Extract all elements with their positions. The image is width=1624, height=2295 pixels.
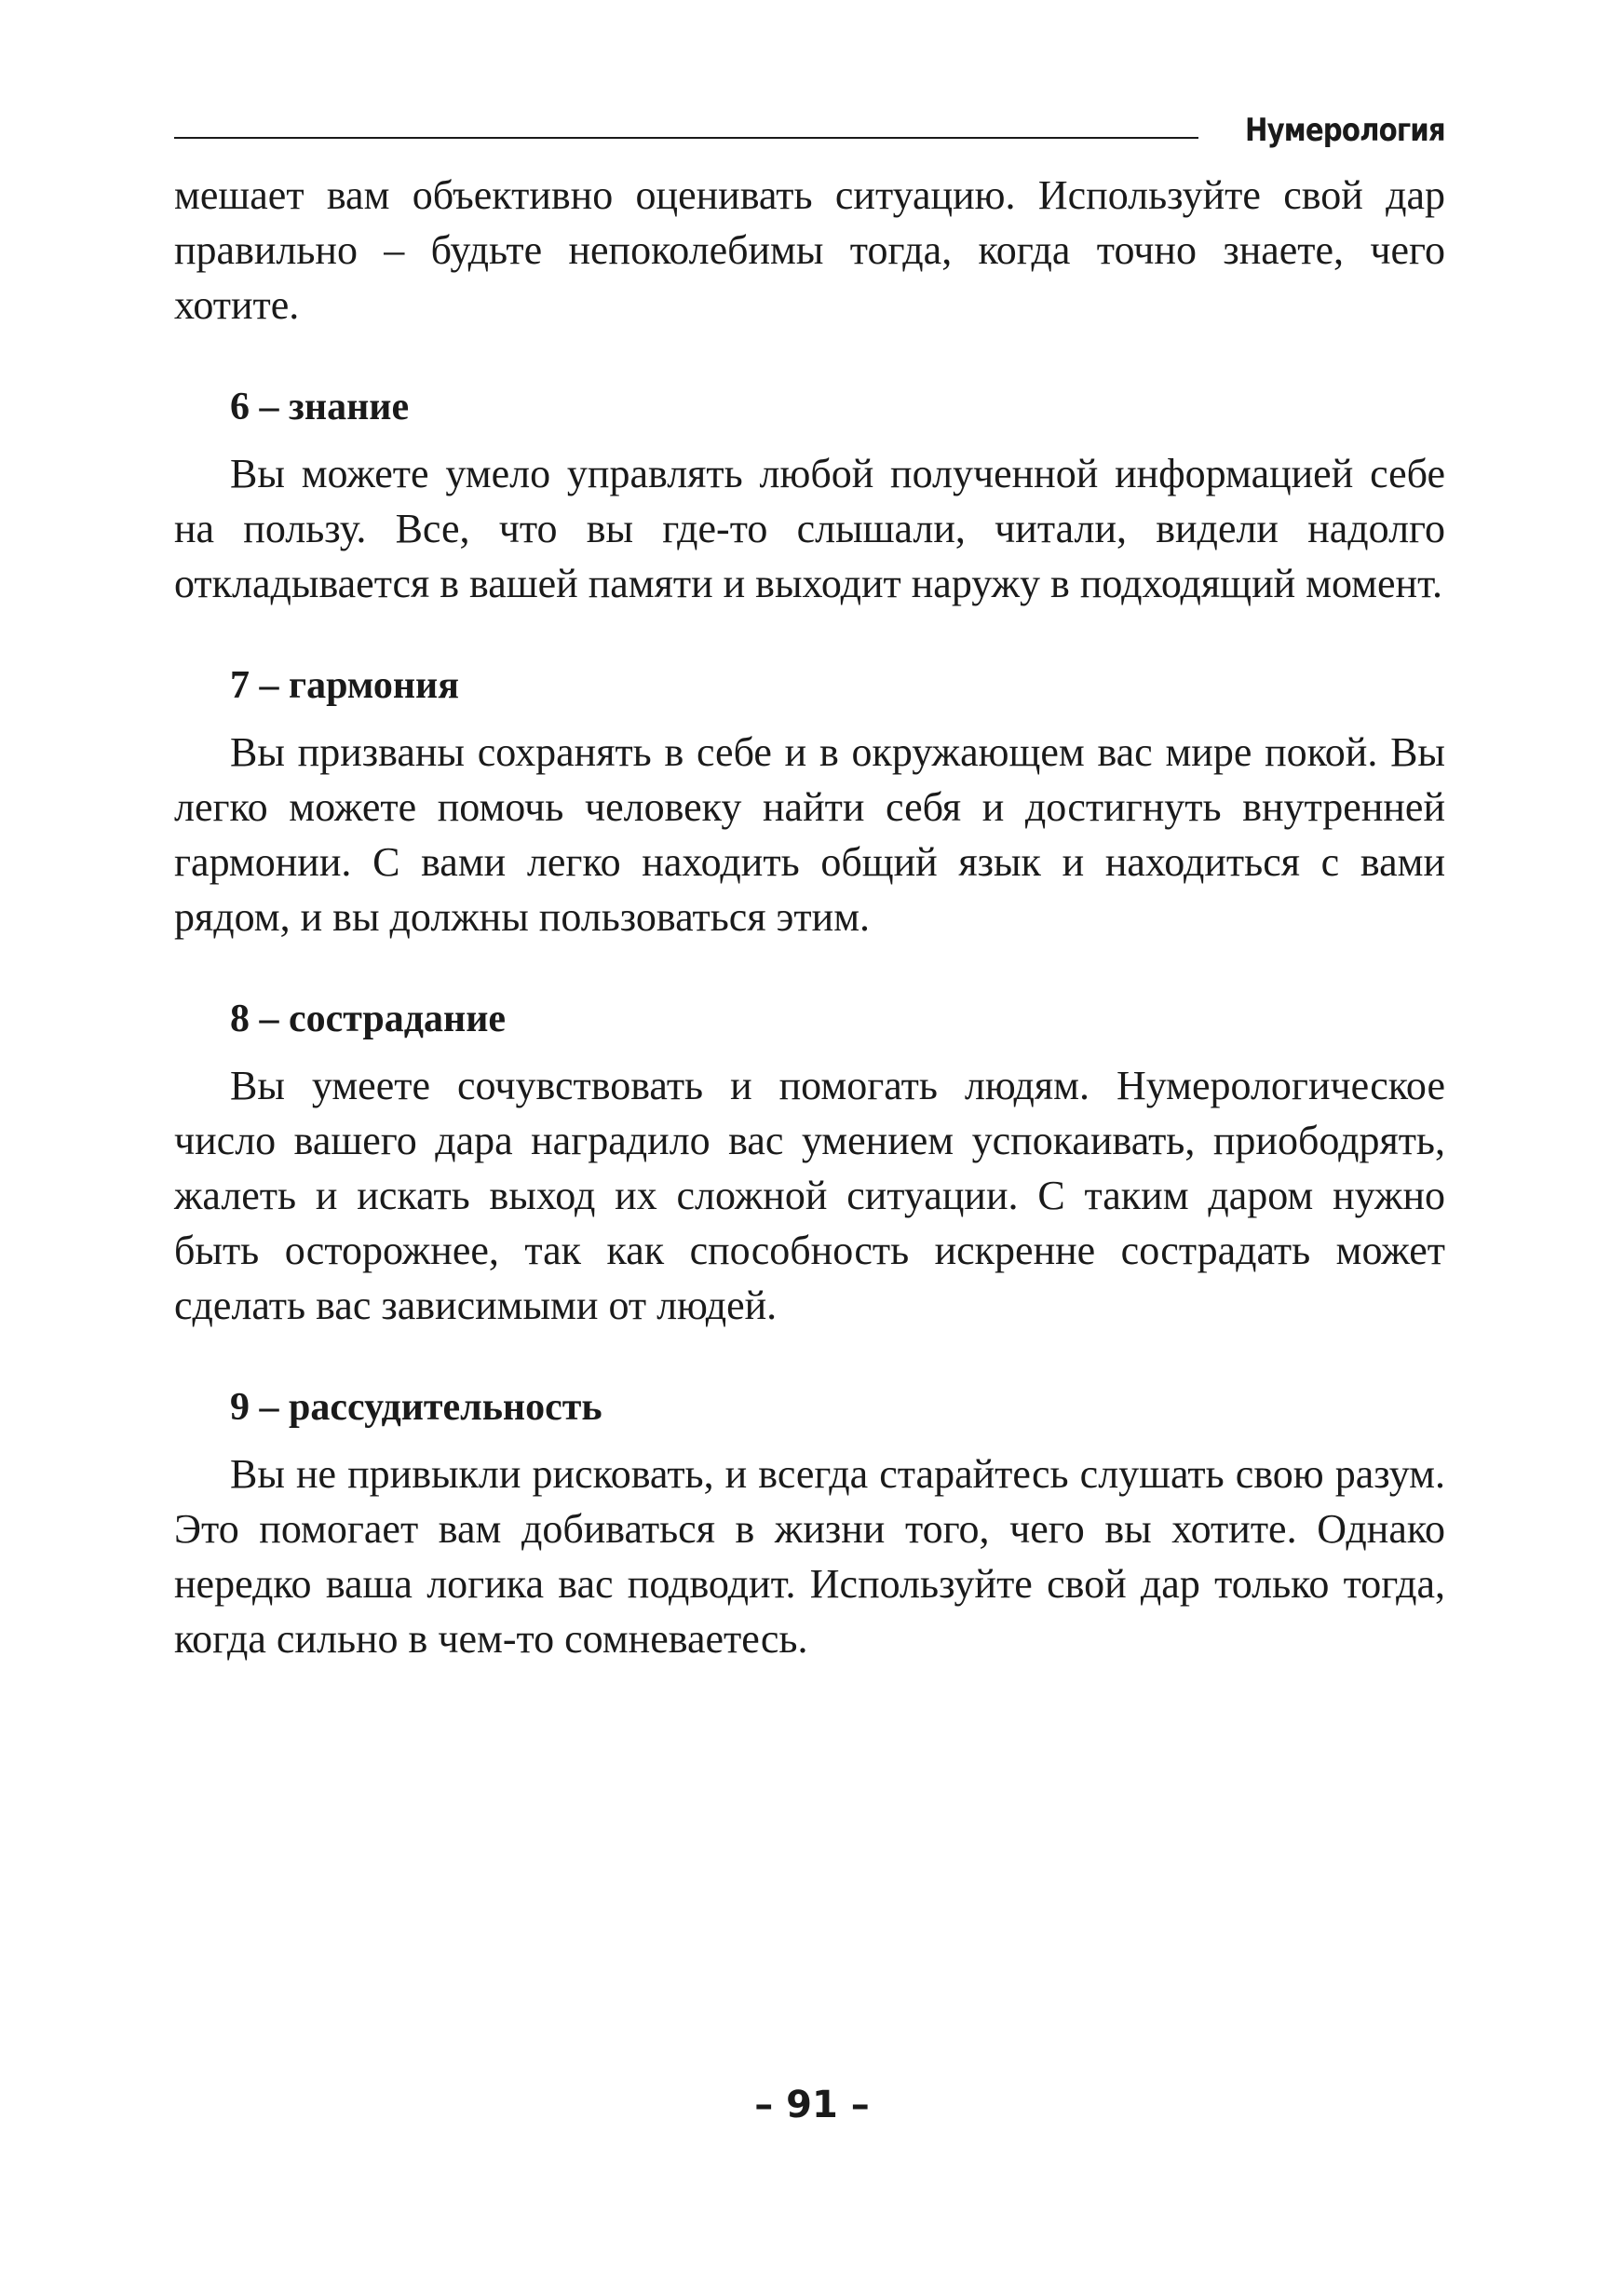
section-9 [174,1381,1445,1666]
header-rule [174,137,1198,139]
intro-paragraph: мешает вам объективно оценивать ситуацию. Используйте свой дар правильно – будьте непоколебимы тогда, когда точно знаете, чего хотите. [174,172,1445,328]
section-paragraph: Вы умеете сочувствовать и помогать людям. Нумерологическое число вашего дара наградило вас умением успокаивать, приободрять, жалеть и искать выход их сложной ситуации. С таким даром нужно быть осторожнее, так как способность искренне сострадать может сделать вас зависимыми от людей. [174,1063,1445,1328]
section-paragraph: Вы можете умело управлять любой полученной информацией себе на пользу. Все, что вы где-то слышали, читали, видели надолго откладывается в вашей памяти и выходит наружу в подходящий момент. [174,451,1445,606]
page-body [174,168,1445,1666]
section-6 [174,381,1445,611]
section-title: 9 – рассудительность [230,1386,602,1429]
running-header [174,107,1445,154]
section-title: 7 – гармония [230,664,459,707]
header-title: Нумерология [1245,112,1445,149]
section-paragraph: Вы не привыкли рисковать, и всегда старайтесь слушать свою разум. Это помогает вам добиваться в жизни того, чего вы хотите. Однако нередко ваша логика вас подводит. Используйте свой дар только тогда, когда сильно в чем-то сомневаетесь. [174,1451,1445,1662]
section-8 [174,993,1445,1333]
section-paragraph: Вы призваны сохранять в себе и в окружающем вас мире покой. Вы легко можете помочь человеку найти себя и достигнуть внутренней гармонии. С вами легко находить общий язык и находиться с вами рядом, и вы должны пользоваться этим. [174,729,1445,940]
section-title: 8 – сострадание [230,998,507,1040]
section-7 [174,659,1445,944]
page-number: – 91 – [754,2084,870,2126]
section-title: 6 – знание [230,386,410,428]
